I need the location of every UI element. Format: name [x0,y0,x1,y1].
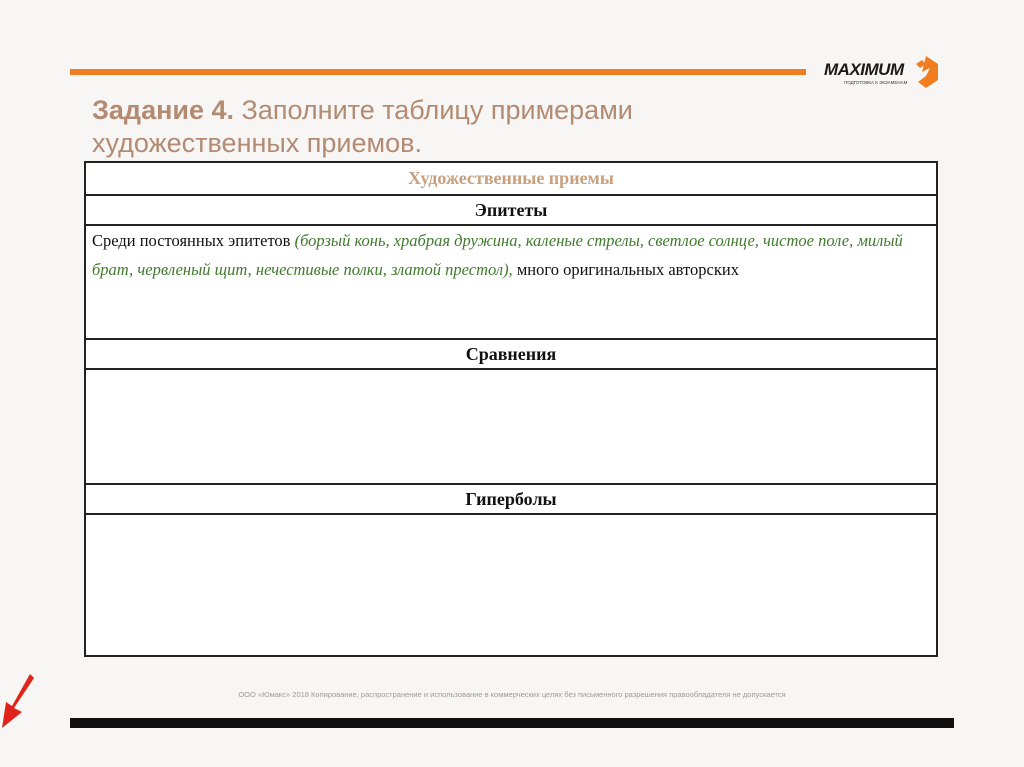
devices-table [84,161,938,657]
comparisons-answer-cell[interactable] [85,369,937,484]
task-instruction: Заполните таблицу примерами художественных приемов. [92,95,633,158]
epithets-text-after: много оригинальных авторских [512,260,739,279]
table-header: Художественные приемы [85,162,937,195]
hyperboles-answer-cell[interactable] [85,514,937,656]
maximum-logo [820,52,944,96]
section-heading-comparisons: Сравнения [85,339,937,369]
epithets-examples: (борзый конь, храбрая дружина, каленые стрелы, светлое солнце, чистое поле, милый брат, червленый щит, нечестивые полки, златой престол), [92,231,903,279]
section-heading-hyperboles: Гиперболы [85,484,937,514]
logo-wordmark: MAXIMUM [824,60,904,79]
red-arrow-icon [0,672,36,732]
epithets-text-before: Среди постоянных эпитетов [92,231,295,250]
bottom-bar [70,718,954,728]
logo-tagline: ПОДГОТОВКА К ЭКЗАМЕНАМ [844,80,908,85]
top-accent-bar [70,69,806,75]
section-heading-epithets: Эпитеты [85,195,937,225]
copyright-footer: ООО «Юмакс» 2018 Копирование, распространение и использование в коммерческих целях без письменного разрешения правообладателя не допускается [238,690,786,699]
task-title [92,94,752,160]
epithets-answer-cell[interactable] [85,225,937,339]
task-number: Задание 4. [92,95,235,125]
logo-mark-icon [912,54,940,88]
